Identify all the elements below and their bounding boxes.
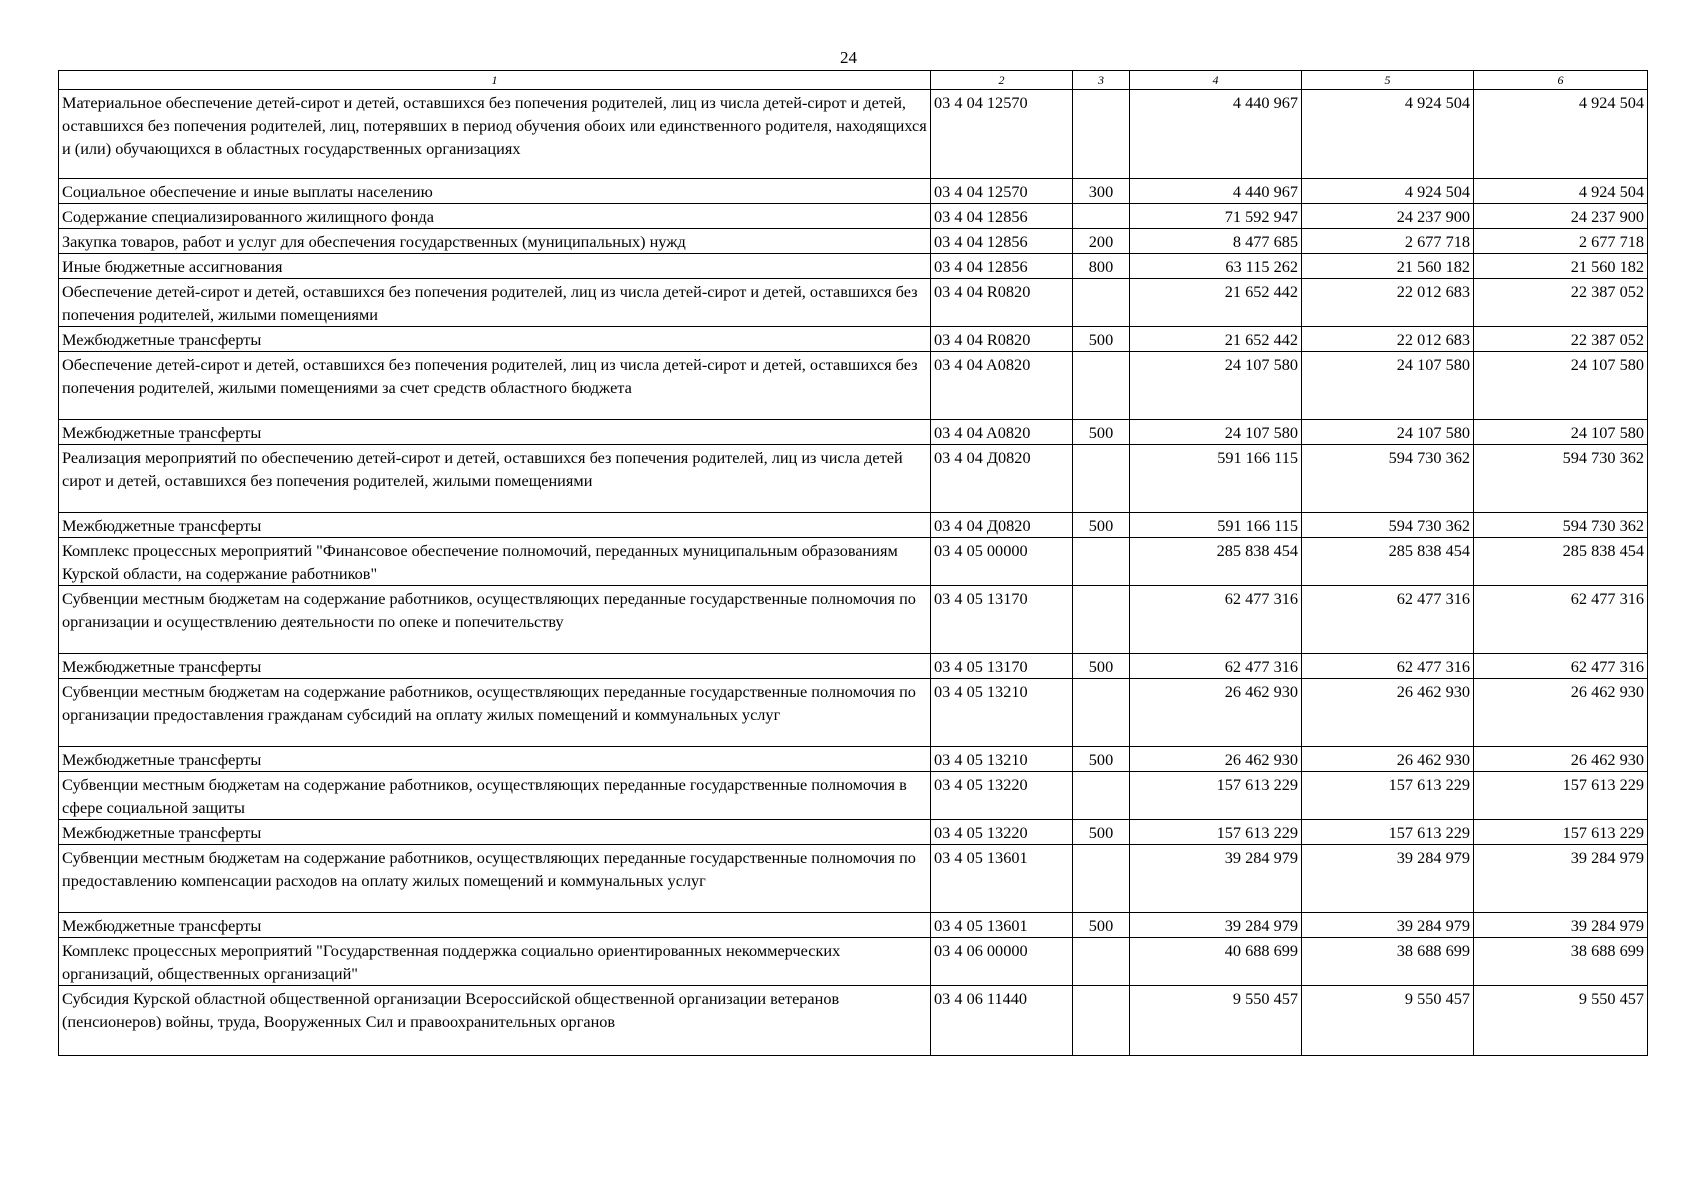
column-header-2: 2: [931, 71, 1073, 90]
row-value-year-2: 4 924 504: [1302, 90, 1474, 179]
row-value-year-3: 62 477 316: [1474, 586, 1648, 654]
table-row: [59, 204, 1648, 229]
column-header-4: 4: [1130, 71, 1302, 90]
table-row: [59, 327, 1648, 352]
row-name: Комплекс процессных мероприятий "Государственная поддержка социально ориентированных некоммерческих организаций, общественных организаций": [59, 938, 931, 986]
row-value-year-2: 157 613 229: [1302, 820, 1474, 845]
row-name: Субвенции местным бюджетам на содержание работников, осуществляющих переданные государственные полномочия по организации предоставления гражданам субсидий на оплату жилых помещений и коммунальных услуг: [59, 679, 931, 747]
row-expense-type: 800: [1073, 254, 1130, 279]
row-expense-type: [1073, 445, 1130, 513]
row-value-year-3: 62 477 316: [1474, 654, 1648, 679]
row-value-year-1: 157 613 229: [1130, 772, 1302, 820]
row-value-year-1: 4 440 967: [1130, 90, 1302, 179]
table-header: [59, 71, 1648, 90]
row-expense-type: 500: [1073, 747, 1130, 772]
table-row: [59, 445, 1648, 513]
row-value-year-3: 24 107 580: [1474, 420, 1648, 445]
row-name: Содержание специализированного жилищного фонда: [59, 204, 931, 229]
row-value-year-3: 594 730 362: [1474, 445, 1648, 513]
row-expense-type: [1073, 986, 1130, 1056]
row-code: 03 4 05 13601: [931, 845, 1073, 913]
row-value-year-2: 24 107 580: [1302, 352, 1474, 420]
table-row: [59, 513, 1648, 538]
table-row: [59, 986, 1648, 1056]
row-value-year-2: 2 677 718: [1302, 229, 1474, 254]
row-expense-type: 500: [1073, 420, 1130, 445]
row-value-year-1: 21 652 442: [1130, 279, 1302, 327]
row-value-year-2: 39 284 979: [1302, 913, 1474, 938]
row-code: 03 4 04 12570: [931, 179, 1073, 204]
row-value-year-1: 8 477 685: [1130, 229, 1302, 254]
row-name: Межбюджетные трансферты: [59, 747, 931, 772]
row-value-year-2: 285 838 454: [1302, 538, 1474, 586]
row-value-year-1: 21 652 442: [1130, 327, 1302, 352]
row-expense-type: [1073, 204, 1130, 229]
row-code: 03 4 04 12856: [931, 204, 1073, 229]
table-row: [59, 179, 1648, 204]
row-code: 03 4 05 13210: [931, 747, 1073, 772]
row-value-year-3: 9 550 457: [1474, 986, 1648, 1056]
table-row: [59, 938, 1648, 986]
row-value-year-1: 39 284 979: [1130, 845, 1302, 913]
row-value-year-3: 2 677 718: [1474, 229, 1648, 254]
column-header-1: 1: [59, 71, 931, 90]
row-value-year-3: 157 613 229: [1474, 772, 1648, 820]
row-expense-type: 500: [1073, 913, 1130, 938]
table-row: [59, 90, 1648, 179]
row-value-year-3: 4 924 504: [1474, 90, 1648, 179]
table-row: [59, 679, 1648, 747]
row-code: 03 4 04 R0820: [931, 327, 1073, 352]
row-expense-type: 500: [1073, 327, 1130, 352]
table-row: [59, 254, 1648, 279]
row-value-year-2: 26 462 930: [1302, 679, 1474, 747]
row-value-year-1: 285 838 454: [1130, 538, 1302, 586]
row-name: Субсидия Курской областной общественной организации Всероссийской общественной организации ветеранов (пенсионеров) войны, труда, Вооруженных Сил и правоохранительных органов: [59, 986, 931, 1056]
row-code: 03 4 04 R0820: [931, 279, 1073, 327]
row-value-year-3: 157 613 229: [1474, 820, 1648, 845]
row-value-year-1: 26 462 930: [1130, 747, 1302, 772]
row-value-year-1: 71 592 947: [1130, 204, 1302, 229]
row-code: 03 4 04 12856: [931, 229, 1073, 254]
row-name: Субвенции местным бюджетам на содержание работников, осуществляющих переданные государственные полномочия по организации и осуществлению деятельности по опеке и попечительству: [59, 586, 931, 654]
table-row: [59, 913, 1648, 938]
row-expense-type: [1073, 845, 1130, 913]
row-expense-type: 500: [1073, 654, 1130, 679]
row-code: 03 4 05 13170: [931, 654, 1073, 679]
row-value-year-2: 22 012 683: [1302, 279, 1474, 327]
budget-table: [58, 70, 1648, 1056]
table-row: [59, 352, 1648, 420]
row-value-year-3: 26 462 930: [1474, 679, 1648, 747]
column-header-3: 3: [1073, 71, 1130, 90]
row-name: Комплекс процессных мероприятий "Финансовое обеспечение полномочий, переданных муниципальным образованиям Курской области, на содержание работников": [59, 538, 931, 586]
table-row: [59, 538, 1648, 586]
row-expense-type: 200: [1073, 229, 1130, 254]
row-value-year-2: 62 477 316: [1302, 586, 1474, 654]
row-code: 03 4 05 13601: [931, 913, 1073, 938]
row-value-year-1: 4 440 967: [1130, 179, 1302, 204]
row-value-year-1: 157 613 229: [1130, 820, 1302, 845]
row-value-year-3: 22 387 052: [1474, 279, 1648, 327]
row-name: Субвенции местным бюджетам на содержание работников, осуществляющих переданные государственные полномочия в сфере социальной защиты: [59, 772, 931, 820]
table-row: [59, 654, 1648, 679]
row-name: Закупка товаров, работ и услуг для обеспечения государственных (муниципальных) нужд: [59, 229, 931, 254]
row-value-year-3: 26 462 930: [1474, 747, 1648, 772]
row-value-year-2: 24 237 900: [1302, 204, 1474, 229]
row-code: 03 4 04 A0820: [931, 420, 1073, 445]
row-value-year-3: 21 560 182: [1474, 254, 1648, 279]
page-number: 24: [840, 48, 857, 67]
table-row: [59, 420, 1648, 445]
table-row: [59, 772, 1648, 820]
row-code: 03 4 05 13220: [931, 820, 1073, 845]
row-expense-type: [1073, 679, 1130, 747]
row-code: 03 4 05 13170: [931, 586, 1073, 654]
row-name: Субвенции местным бюджетам на содержание работников, осуществляющих переданные государственные полномочия по предоставлению компенсации расходов на оплату жилых помещений и коммунальных услуг: [59, 845, 931, 913]
row-value-year-2: 62 477 316: [1302, 654, 1474, 679]
row-value-year-2: 21 560 182: [1302, 254, 1474, 279]
row-expense-type: [1073, 352, 1130, 420]
row-value-year-3: 39 284 979: [1474, 845, 1648, 913]
column-header-5: 5: [1302, 71, 1474, 90]
row-value-year-1: 24 107 580: [1130, 352, 1302, 420]
row-value-year-1: 39 284 979: [1130, 913, 1302, 938]
row-value-year-2: 39 284 979: [1302, 845, 1474, 913]
row-value-year-3: 285 838 454: [1474, 538, 1648, 586]
table-row: [59, 229, 1648, 254]
row-name: Межбюджетные трансферты: [59, 913, 931, 938]
row-value-year-1: 24 107 580: [1130, 420, 1302, 445]
row-value-year-1: 40 688 699: [1130, 938, 1302, 986]
table-row: [59, 747, 1648, 772]
row-expense-type: [1073, 538, 1130, 586]
row-value-year-3: 38 688 699: [1474, 938, 1648, 986]
row-name: Обеспечение детей-сирот и детей, оставшихся без попечения родителей, лиц из числа детей-сирот и детей, оставшихся без попечения родителей, жилыми помещениями: [59, 279, 931, 327]
table-row: [59, 279, 1648, 327]
row-name: Обеспечение детей-сирот и детей, оставшихся без попечения родителей, лиц из числа детей-сирот и детей, оставшихся без попечения родителей, жилыми помещениями за счет средств областного бюджета: [59, 352, 931, 420]
row-name: Иные бюджетные ассигнования: [59, 254, 931, 279]
row-code: 03 4 06 11440: [931, 986, 1073, 1056]
row-value-year-3: 594 730 362: [1474, 513, 1648, 538]
row-code: 03 4 04 A0820: [931, 352, 1073, 420]
row-value-year-3: 39 284 979: [1474, 913, 1648, 938]
row-value-year-2: 22 012 683: [1302, 327, 1474, 352]
row-code: 03 4 05 13220: [931, 772, 1073, 820]
row-name: Межбюджетные трансферты: [59, 327, 931, 352]
row-expense-type: [1073, 938, 1130, 986]
row-value-year-1: 591 166 115: [1130, 513, 1302, 538]
row-expense-type: 300: [1073, 179, 1130, 204]
row-value-year-2: 157 613 229: [1302, 772, 1474, 820]
header-row: [59, 71, 1648, 90]
row-value-year-2: 26 462 930: [1302, 747, 1474, 772]
row-code: 03 4 05 00000: [931, 538, 1073, 586]
row-expense-type: 500: [1073, 513, 1130, 538]
row-value-year-3: 4 924 504: [1474, 179, 1648, 204]
row-value-year-2: 594 730 362: [1302, 513, 1474, 538]
table-row: [59, 845, 1648, 913]
row-value-year-1: 26 462 930: [1130, 679, 1302, 747]
row-name: Межбюджетные трансферты: [59, 420, 931, 445]
row-name: Межбюджетные трансферты: [59, 820, 931, 845]
table-row: [59, 820, 1648, 845]
row-name: Социальное обеспечение и иные выплаты населению: [59, 179, 931, 204]
row-value-year-2: 4 924 504: [1302, 179, 1474, 204]
row-code: 03 4 04 Д0820: [931, 445, 1073, 513]
row-value-year-2: 9 550 457: [1302, 986, 1474, 1056]
row-value-year-1: 62 477 316: [1130, 654, 1302, 679]
row-value-year-1: 62 477 316: [1130, 586, 1302, 654]
row-name: Реализация мероприятий по обеспечению детей-сирот и детей, оставшихся без попечения родителей, лиц из числа детей сирот и детей, оставшихся без попечения родителей, жилыми помещениями: [59, 445, 931, 513]
row-code: 03 4 05 13210: [931, 679, 1073, 747]
row-expense-type: [1073, 90, 1130, 179]
row-value-year-1: 9 550 457: [1130, 986, 1302, 1056]
table-body: [59, 90, 1648, 1056]
row-value-year-1: 591 166 115: [1130, 445, 1302, 513]
row-value-year-2: 594 730 362: [1302, 445, 1474, 513]
row-value-year-1: 63 115 262: [1130, 254, 1302, 279]
row-name: Межбюджетные трансферты: [59, 654, 931, 679]
column-header-6: 6: [1474, 71, 1648, 90]
row-name: Межбюджетные трансферты: [59, 513, 931, 538]
row-expense-type: [1073, 586, 1130, 654]
row-value-year-3: 22 387 052: [1474, 327, 1648, 352]
row-expense-type: 500: [1073, 820, 1130, 845]
row-expense-type: [1073, 279, 1130, 327]
row-code: 03 4 06 00000: [931, 938, 1073, 986]
row-name: Материальное обеспечение детей-сирот и детей, оставшихся без попечения родителей, лиц из числа детей-сирот и детей, оставшихся без попечения родителей, лиц, потерявших в период обучения обоих или единственного родителя, находящихся и (или) обучающихся в областных государственных организациях: [59, 90, 931, 179]
table-row: [59, 586, 1648, 654]
row-value-year-3: 24 107 580: [1474, 352, 1648, 420]
row-code: 03 4 04 12570: [931, 90, 1073, 179]
row-value-year-2: 38 688 699: [1302, 938, 1474, 986]
row-expense-type: [1073, 772, 1130, 820]
row-code: 03 4 04 Д0820: [931, 513, 1073, 538]
row-value-year-2: 24 107 580: [1302, 420, 1474, 445]
row-code: 03 4 04 12856: [931, 254, 1073, 279]
row-value-year-3: 24 237 900: [1474, 204, 1648, 229]
